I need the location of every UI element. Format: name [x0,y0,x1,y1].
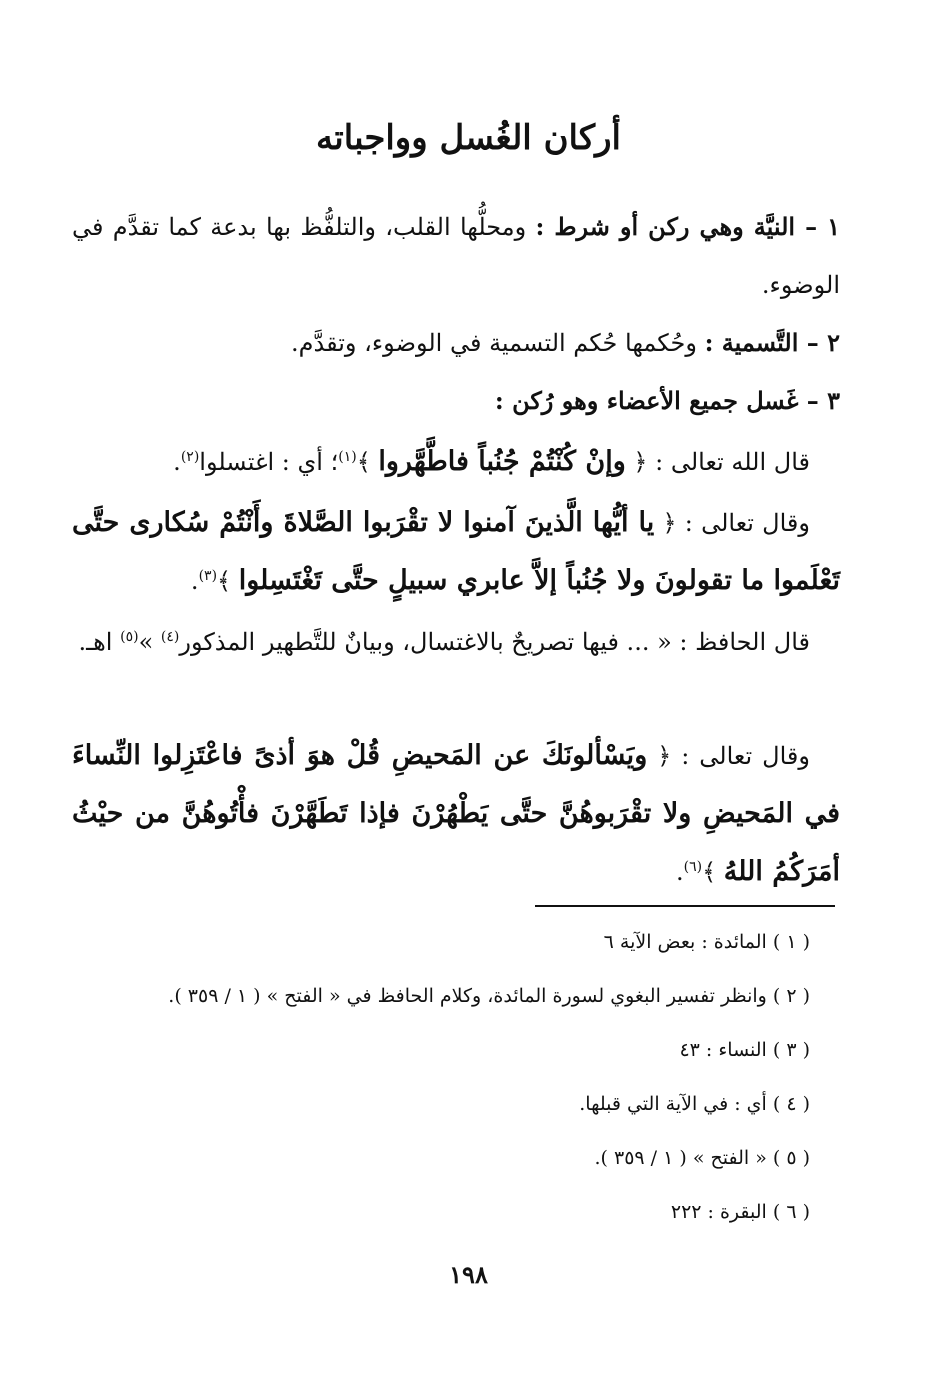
footnote-ref-4[interactable]: (٤) [160,629,180,645]
footnote-item: ( ٤ ) أي : في الآية التي قبلها. [579,1093,810,1115]
footnote-item: ( ٥ ) « الفتح » ( ١ / ٣٥٩ ). [594,1147,810,1169]
footnotes [90,915,810,1239]
hafiz-quote-close: » [138,628,161,656]
footnote-ref-6[interactable]: (٦) [683,859,703,875]
footnote-item: ( ٦ ) البقرة : ٢٢٢ [670,1201,810,1223]
verse-1-close: ﴾ [356,448,379,476]
footnote-ref-1[interactable]: (١) [338,449,357,465]
verse-1-intro: قال الله تعالى : ﴿ [625,448,810,476]
verse-3-close: ﴾ [702,858,724,886]
text-basmala: وحُكمها حُكم التسمية في الوضوء، وتقدَّم. [291,329,705,357]
hafiz-quote-text: قال الحافظ : « ... فيها تصريحٌ بالاغتسال، وبيانٌ للتَّطهير المذكور [179,628,810,656]
footnote-item: ( ٣ ) النساء : ٤٣ [679,1039,810,1061]
paragraph-verse-2 [72,494,840,610]
heading-basmala: ٢ – التَّسمية : [704,328,840,357]
footnote-item: ( ١ ) المائدة : بعض الآية ٦ [603,931,810,953]
paragraph-hafiz-quote [72,613,840,671]
footnote-ref-5[interactable]: (٥) [120,629,139,645]
footnote-item: ( ٢ ) وانظر تفسير البغوي لسورة المائدة، وكلام الحافظ في « الفتح » ( ١ / ٣٥٩ ). [168,985,810,1007]
paragraph-washing [72,372,840,430]
verse-2-text: يا أيُّها الَّذينَ آمنوا لا تقْرَبوا الصَّلاةَ وأَنْتُمْ سُكارى حتَّى تَعْلَموا ما تقولونَ ولا جُنُباً إلاَّ عابري سبيلٍ حتَّى تَغْتَسِلوا [72,507,840,596]
footnote-ref-3[interactable]: (٣) [198,568,218,584]
paragraph-verse-1 [72,433,840,491]
hafiz-quote-end: اهـ. [78,628,121,656]
footnote-divider [535,905,835,907]
paragraph-basmala [72,314,840,372]
paragraph-verse-3 [72,727,840,901]
page-number: ١٩٨ [449,1260,488,1289]
verse-1-end: . [173,448,181,476]
verse-3-intro: وقال تعالى : ﴿ [647,742,810,770]
heading-washing: ٣ – غَسل جميع الأعضاء وهو رُكن : [494,386,840,415]
footnote-ref-2[interactable]: (٢) [180,449,200,465]
verse-3-end: . [675,858,684,886]
text-intention: ومحلُّها القلب، والتلفُّظ بها بدعة كما تقدَّم في الوضوء. [72,213,840,299]
verse-1-explain: ؛ أي : اغتسلوا [199,448,339,476]
heading-intention: ١ – النيَّة وهي ركن أو شرط : [535,212,840,241]
section-title: أركان الغُسل وواجباته [316,118,621,158]
verse-2-intro: وقال تعالى : ﴿ [654,509,810,537]
verse-2-end: . [190,567,199,595]
verse-1-text: وإنْ كُنْتُمْ جُنُباً فاطَّهَّروا [378,446,626,477]
paragraph-intention [72,198,840,314]
verse-3-text: ويَسْألونَكَ عن المَحيضِ قُلْ هوَ أذىً فاعْتَزِلوا النِّساءَ في المَحيضِ ولا تقْرَبوهُنَّ حتَّى يَطْهُرْنَ فإذا تَطَهَّرْنَ فأْتُوهُنَّ من حيْثُ أمَرَكُمُ اللهُ [72,740,840,887]
verse-2-close: ﴾ [217,567,239,595]
